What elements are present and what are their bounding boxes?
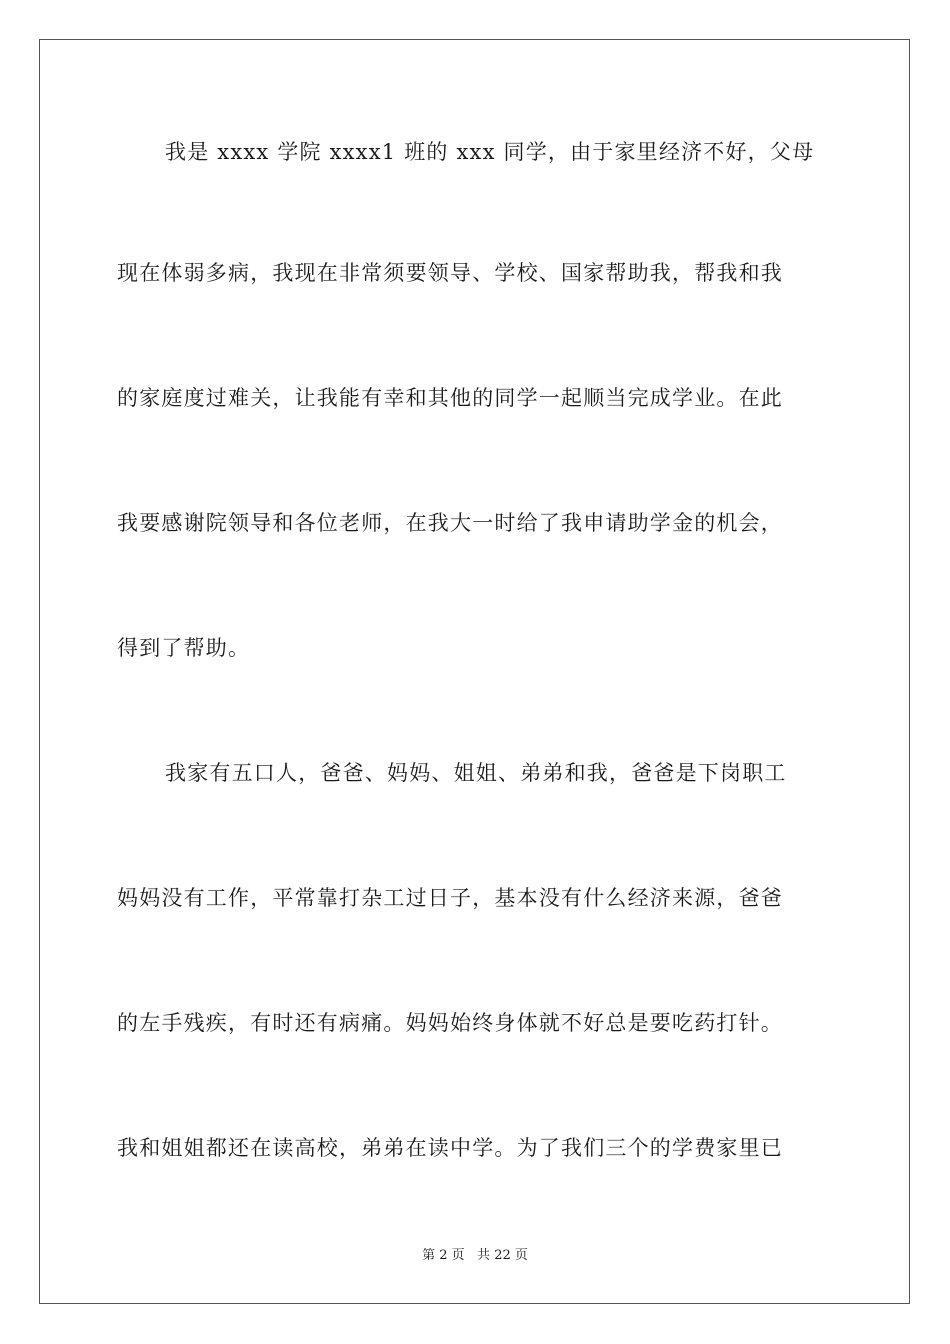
- paragraph-1-line-5: 得到了帮助。: [117, 636, 251, 660]
- paragraph-1-line-1: 我是 xxxx 学院 xxxx1 班的 xxx 同学，由于家里经济不好，父母: [165, 140, 815, 164]
- paragraph-2-line-2: 妈妈没有工作，平常靠打杂工过日子，基本没有什么经济来源，爸爸: [117, 886, 783, 910]
- paragraph-2-line-1: 我家有五口人，爸爸、妈妈、姐姐、弟弟和我，爸爸是下岗职工: [165, 761, 787, 785]
- page-number-footer: 第 2 页 共 22 页: [422, 1248, 528, 1263]
- paragraph-1-line-4: 我要感谢院领导和各位老师，在我大一时给了我申请助学金的机会，: [117, 511, 783, 535]
- paragraph-1-line-2: 现在体弱多病，我现在非常须要领导、学校、国家帮助我，帮我和我: [117, 261, 783, 285]
- page-frame: [39, 39, 910, 1304]
- paragraph-2-line-3: 的左手残疾，有时还有病痛。妈妈始终身体就不好总是要吃药打针。: [117, 1011, 783, 1035]
- paragraph-1-line-3: 的家庭度过难关，让我能有幸和其他的同学一起顺当完成学业。在此: [117, 386, 783, 410]
- paragraph-2-line-4: 我和姐姐都还在读高校，弟弟在读中学。为了我们三个的学费家里已: [117, 1136, 783, 1160]
